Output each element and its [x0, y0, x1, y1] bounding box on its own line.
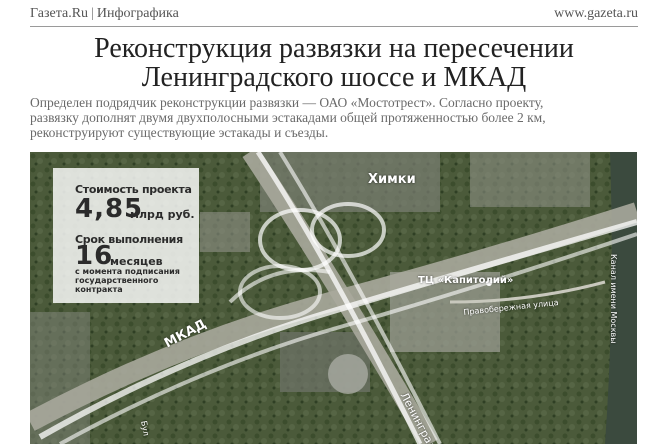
map-label-khimki: Химки — [368, 172, 416, 187]
separator: | — [91, 6, 94, 21]
project-info-box — [53, 168, 199, 303]
cost-value: 4,85 — [75, 194, 144, 224]
section-name[interactable]: Инфографика — [96, 6, 179, 21]
term-note-line-1: с момента подписания — [75, 267, 180, 276]
term-note-line-2: государственного контракта — [75, 276, 159, 294]
lead-text — [30, 95, 638, 140]
map-label-canal: Канал имени Москвы — [609, 254, 618, 344]
page-title — [30, 34, 638, 92]
term-unit: месяцев — [110, 255, 163, 268]
map-label-street: Правобережная улица — [463, 298, 559, 317]
lead-line-2: развязку дополнят двумя двухполосными эстакадами общей протяженностью более 2 км, — [30, 110, 546, 125]
top-bar — [30, 0, 638, 27]
title-line-2: Ленинградского шоссе и МКАД — [141, 62, 527, 93]
brand-name[interactable]: Газета.Ru — [30, 6, 89, 21]
cost-label: Стоимость проекта — [75, 183, 192, 196]
lead-line-1: Определен подрядчик реконструкции развязки — ОАО «Мостотрест». Согласно проекту, — [30, 95, 544, 110]
term-note — [75, 267, 199, 294]
title-line-1: Реконструкция развязки на пересечении — [94, 33, 574, 64]
map-label-mall: ТЦ «Капитолий» — [418, 275, 514, 286]
term-value: 16 — [75, 241, 114, 271]
cost-unit: млрд руб. — [130, 208, 195, 221]
term-label: Срок выполнения — [75, 233, 183, 246]
map-label-bottom-fragment: Бул — [139, 420, 151, 437]
site-url[interactable]: www.gazeta.ru — [554, 6, 638, 21]
map-label-mkad: МКАД — [162, 316, 209, 352]
brand — [30, 6, 179, 22]
lead-line-3: реконструируют существующие эстакады и съезды. — [30, 125, 329, 140]
